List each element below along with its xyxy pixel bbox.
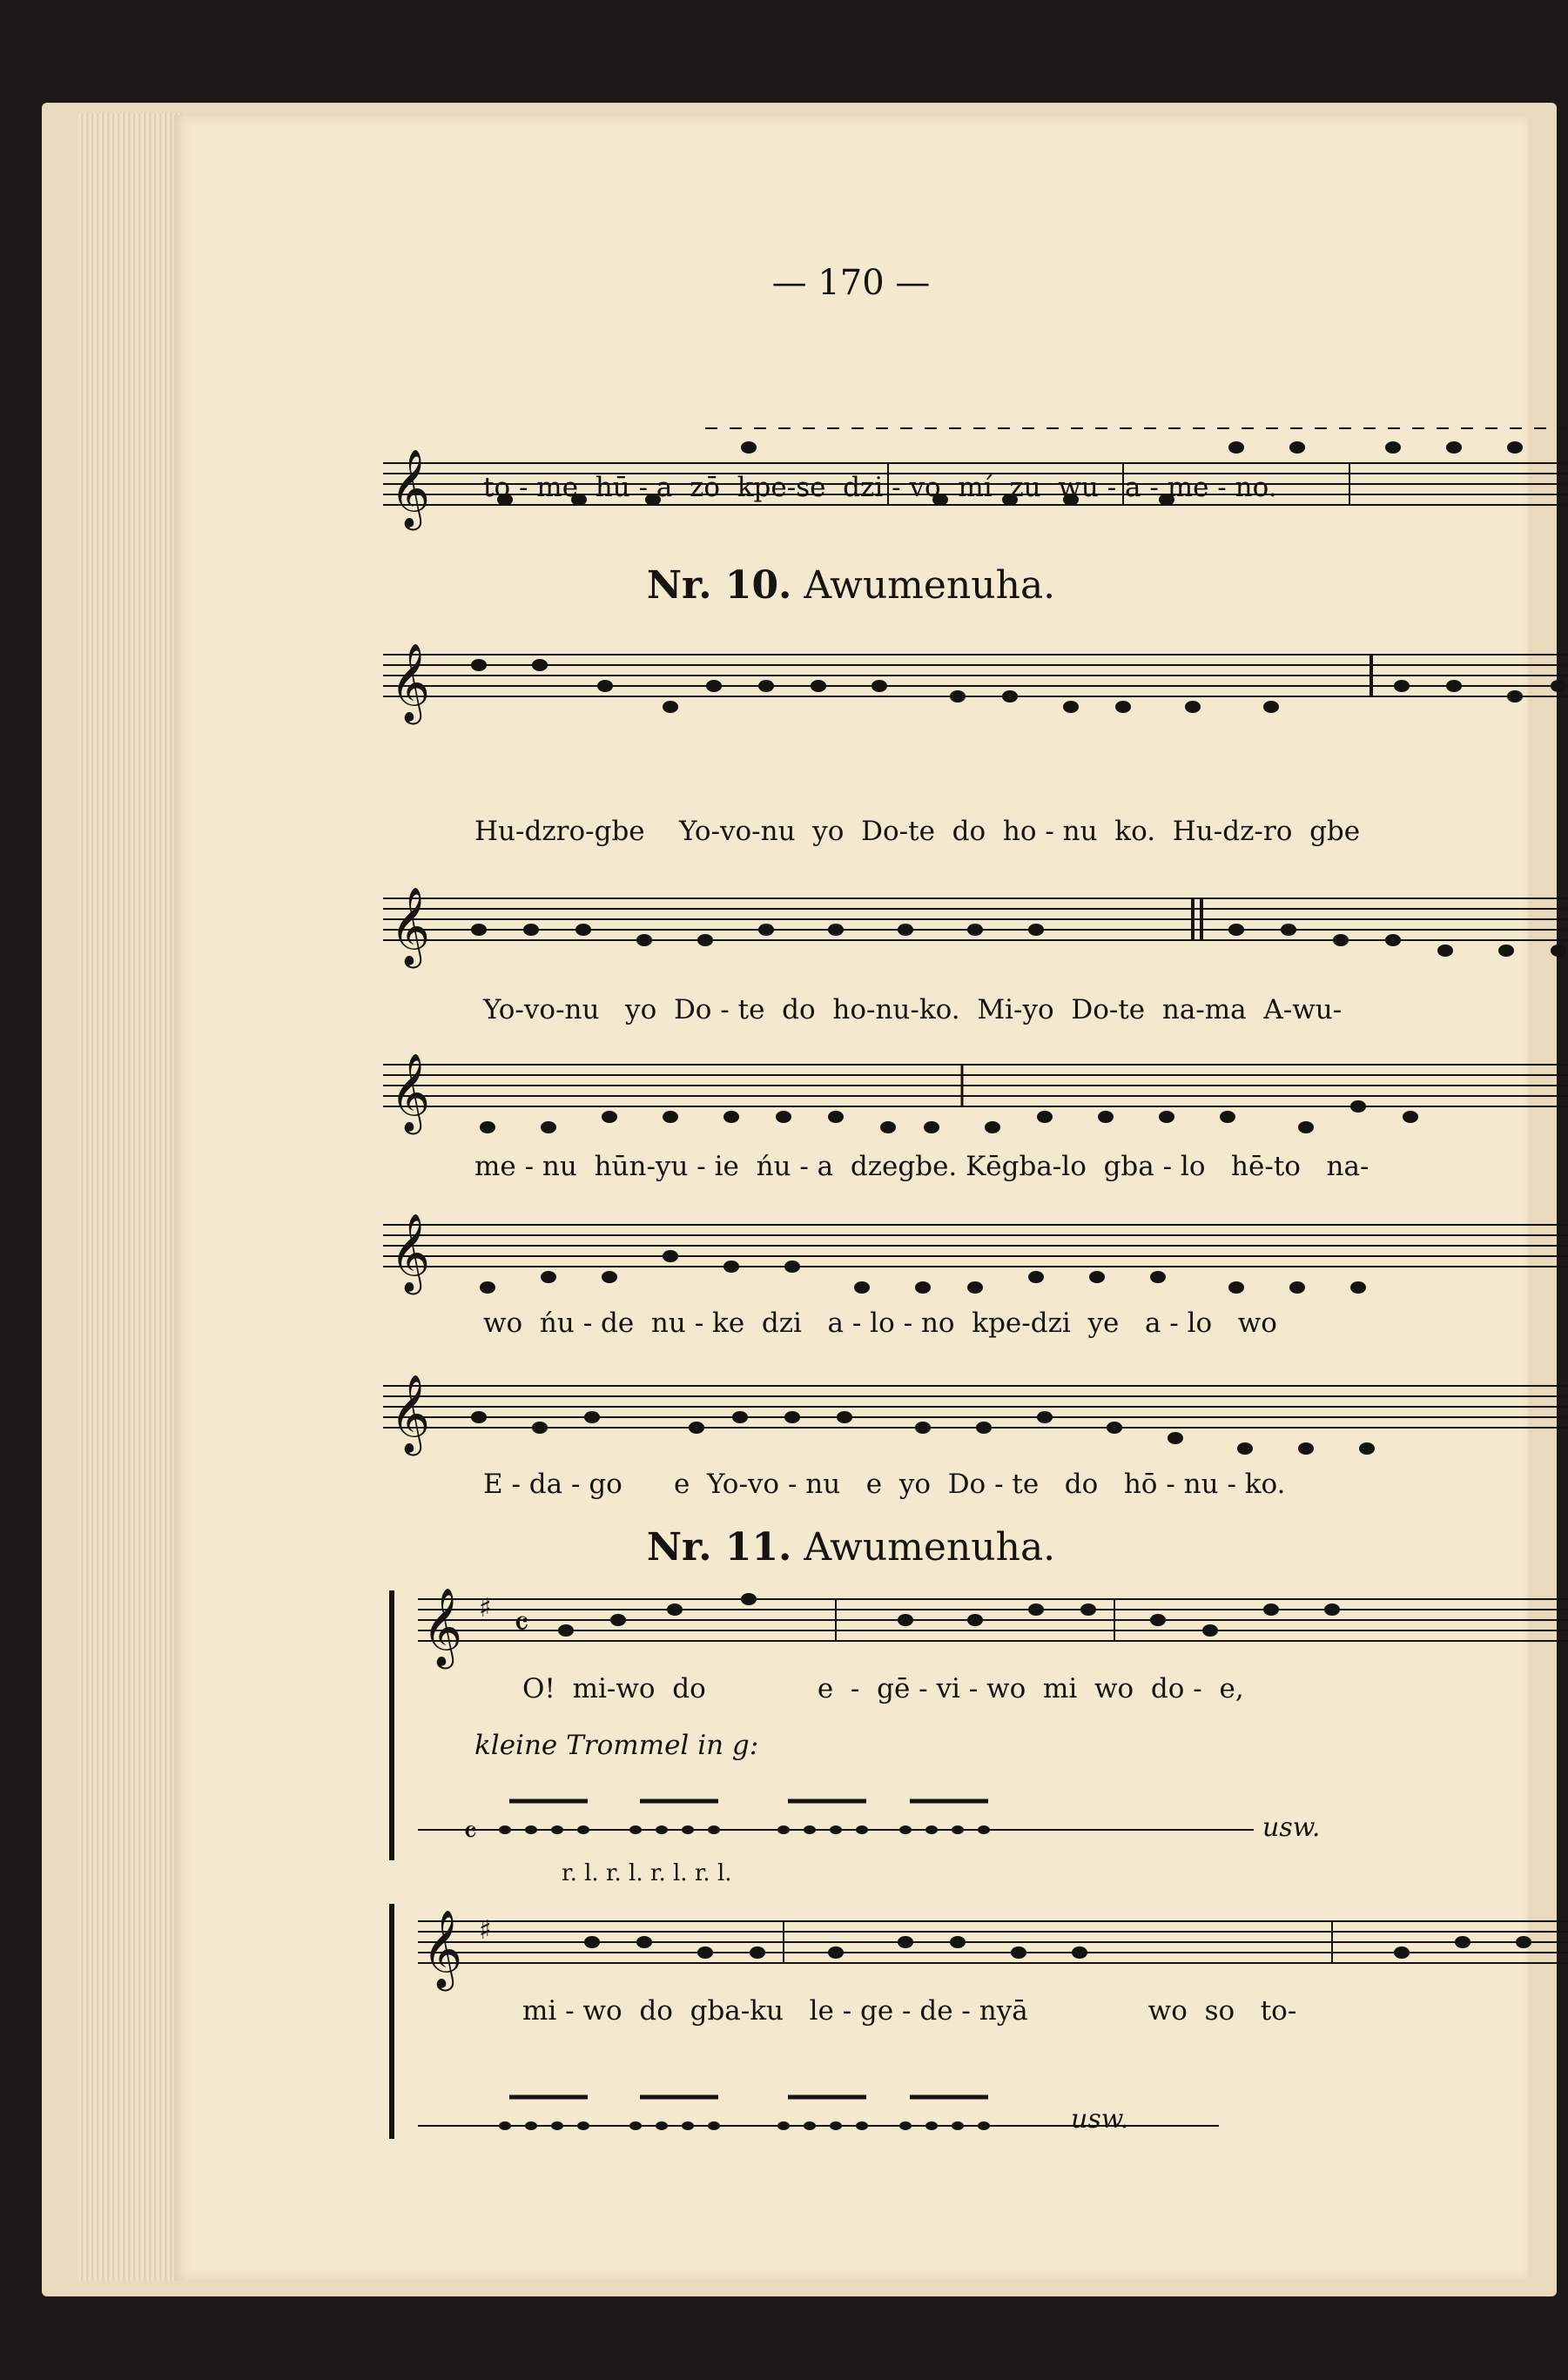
lyrics-nr10-line2: Yo-vo-nu yo Do - te do ho-nu-ko. Mi-yo Do-te na-ma A-wu- bbox=[483, 994, 1343, 1025]
piece-number: Nr. 11. bbox=[646, 1525, 792, 1570]
svg-text:𝄞: 𝄞 bbox=[390, 1375, 431, 1453]
svg-text:𝄴: 𝄴 bbox=[514, 1604, 529, 1644]
lyrics-continuation: to - me hū - a zō kpe-se dzi - vo mí zu wu - a - me - no. bbox=[483, 472, 1277, 503]
svg-text:𝄴: 𝄴 bbox=[463, 1815, 478, 1851]
lyrics-nr11-line1: O! mi-wo do e - gē - vi - wo mi wo do - e, bbox=[522, 1673, 1244, 1704]
svg-text:𝄞: 𝄞 bbox=[390, 887, 431, 965]
staff-continuation bbox=[383, 350, 1568, 550]
usw-marker-2: usw. bbox=[1071, 2104, 1129, 2135]
svg-text:𝄞: 𝄞 bbox=[390, 1053, 431, 1132]
drum-label: kleine Trommel in g: bbox=[474, 1730, 759, 1761]
svg-text:𝄞: 𝄞 bbox=[422, 1910, 463, 1988]
svg-text:♯: ♯ bbox=[479, 1915, 492, 1946]
lyrics-nr10-line4: wo ńu - de nu - ke dzi a - lo - no kpe-dzi ye a - lo wo bbox=[483, 1308, 1277, 1339]
lyrics-nr11-line2: mi - wo do gba-ku le - ge - de - nyā wo so to- bbox=[522, 1995, 1297, 2027]
piece-heading-nr10 bbox=[174, 563, 1528, 608]
svg-text:𝄞: 𝄞 bbox=[390, 1214, 431, 1292]
lyrics-nr10-line5: E - da - go e Yo-vo - nu e yo Do - te do hō - nu - ko. bbox=[483, 1469, 1286, 1500]
svg-text:𝄞: 𝄞 bbox=[422, 1588, 463, 1666]
book-page bbox=[174, 115, 1528, 2281]
piece-title: Awumenuha. bbox=[804, 563, 1056, 608]
system-nr11-1 bbox=[383, 1573, 1568, 1869]
page-number: — 170 — bbox=[771, 263, 931, 303]
usw-marker: usw. bbox=[1262, 1812, 1321, 1843]
piece-heading-nr11 bbox=[174, 1525, 1528, 1570]
lyrics-nr10-line3: me - nu hūn-yu - ie ńu - a dzegbe. Kēgba-lo gba - lo hē-to na- bbox=[474, 1151, 1369, 1182]
drum-sticking: r. l. r. l. r. l. r. l. bbox=[562, 1860, 732, 1886]
piece-number: Nr. 10. bbox=[646, 563, 792, 608]
piece-title: Awumenuha. bbox=[804, 1525, 1056, 1570]
lyrics-nr10-line1: Hu-dzro-gbe Yo-vo-nu yo Do-te do ho - nu ko. Hu-dz-ro gbe bbox=[474, 816, 1361, 847]
page-stack-edge bbox=[78, 113, 183, 2281]
svg-text:♯: ♯ bbox=[479, 1593, 492, 1624]
svg-text:𝄞: 𝄞 bbox=[390, 449, 431, 528]
staff-nr10-1 bbox=[383, 611, 1568, 768]
svg-text:𝄞: 𝄞 bbox=[390, 643, 431, 722]
